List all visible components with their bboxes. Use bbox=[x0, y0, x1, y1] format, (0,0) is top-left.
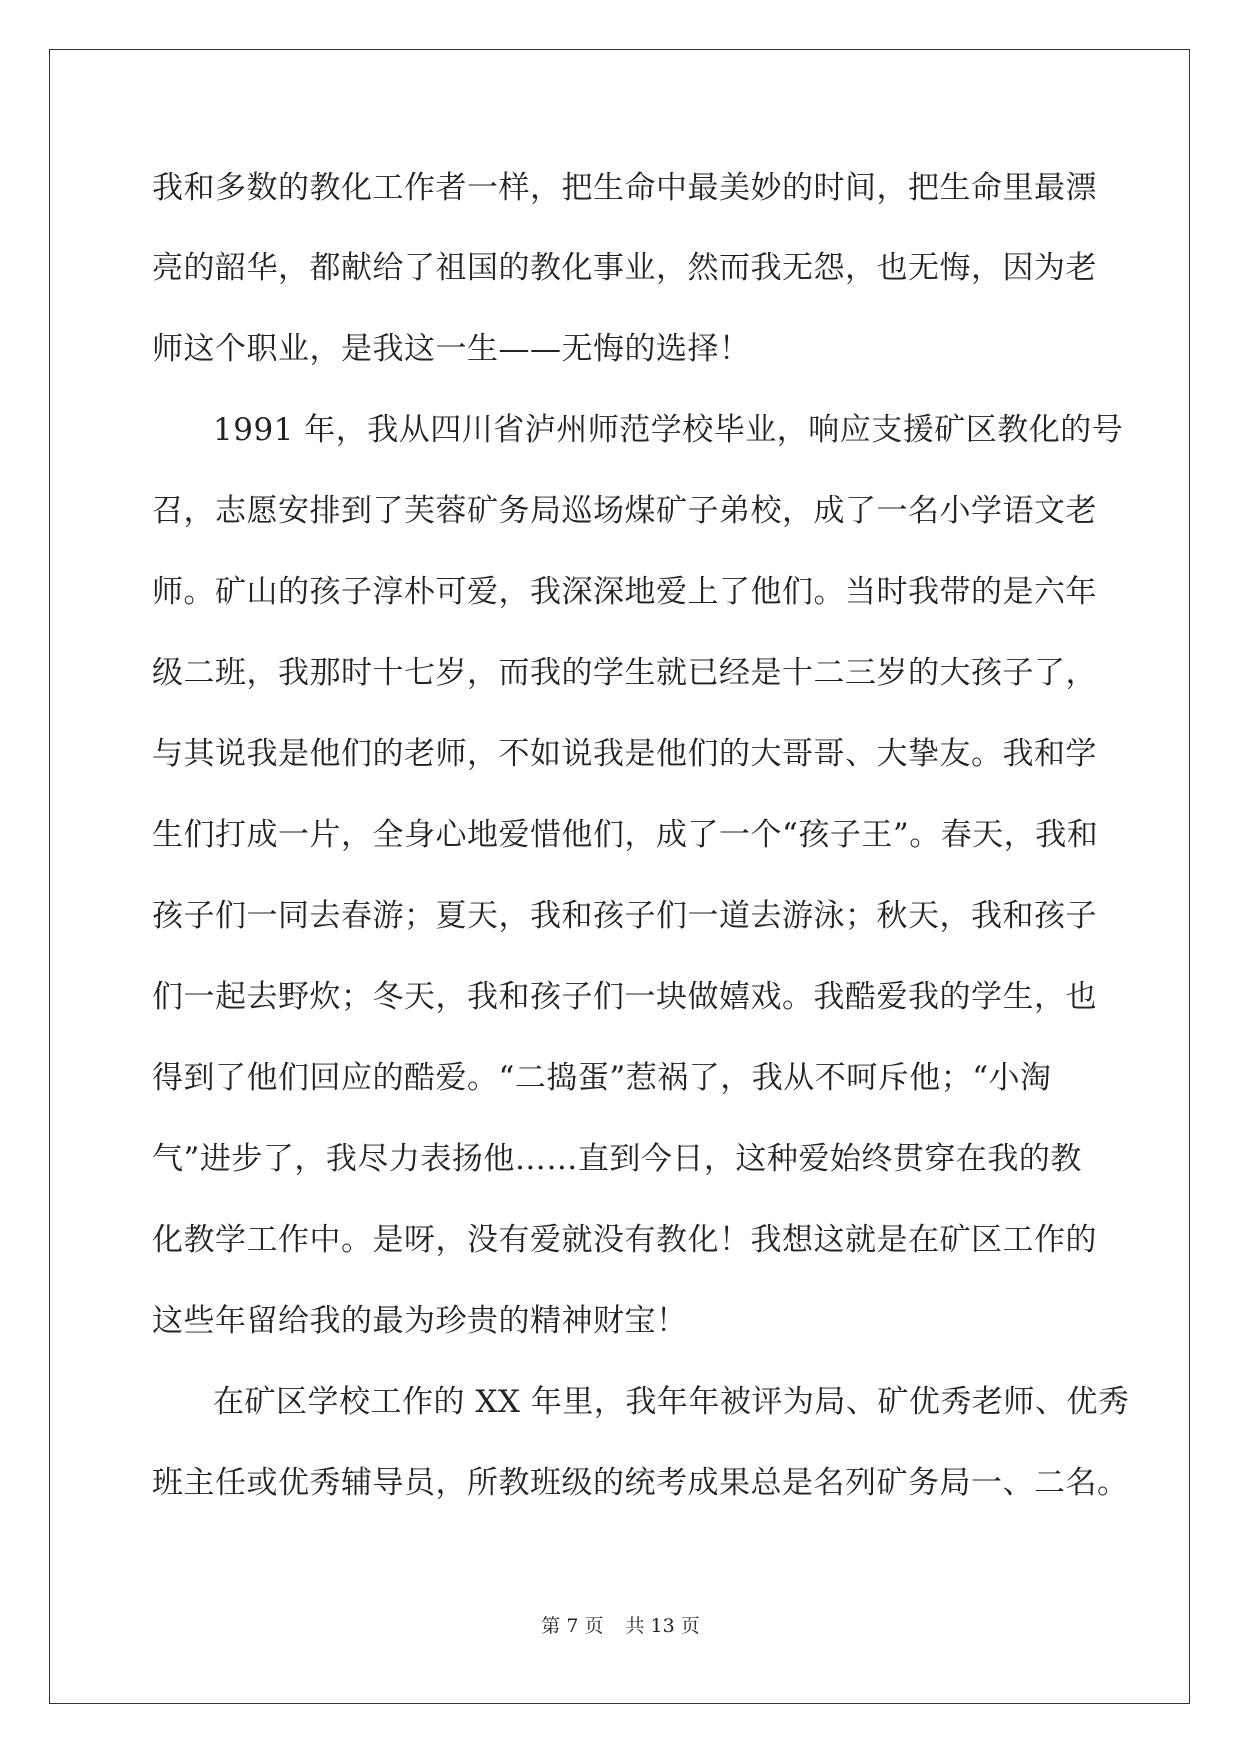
text-line: 气”进步了，我尽力表扬他……直到今日，这种爱始终贯穿在我的教 bbox=[152, 1141, 1082, 1177]
text-line: 孩子们一同去春游；夏天，我和孩子们一道去游泳；秋天，我和孩子 bbox=[152, 898, 1097, 934]
page-number: 第 7 页 bbox=[541, 1615, 604, 1637]
paragraph-first-line: 在矿区学校工作的 XX 年里，我年年被评为局、矿优秀老师、优秀 bbox=[213, 1384, 1130, 1420]
text-line: 这些年留给我的最为珍贵的精神财宝！ bbox=[152, 1303, 688, 1339]
text-line: 化教学工作中。是呀，没有爱就没有教化！我想这就是在矿区工作的 bbox=[152, 1222, 1097, 1258]
text-line: 我和多数的教化工作者一样，把生命中最美妙的时间，把生命里最漂 bbox=[152, 170, 1097, 206]
page-border bbox=[49, 49, 1190, 1704]
text-line: 师这个职业，是我这一生——无悔的选择！ bbox=[152, 331, 751, 367]
page-total: 共 13 页 bbox=[625, 1615, 700, 1637]
text-line: 班主任或优秀辅导员，所教班级的统考成果总是名列矿务局一、二名。 bbox=[152, 1465, 1129, 1501]
text-line: 亮的韶华，都献给了祖国的教化事业，然而我无怨，也无悔，因为老 bbox=[152, 250, 1097, 286]
text-line: 召，志愿安排到了芙蓉矿务局巡场煤矿子弟校，成了一名小学语文老 bbox=[152, 493, 1097, 529]
text-line: 得到了他们回应的酷爱。“二捣蛋”惹祸了，我从不呵斥他；“小淘 bbox=[152, 1060, 1052, 1096]
paragraph-first-line: 1991 年，我从四川省泸州师范学校毕业，响应支援矿区教化的号 bbox=[213, 412, 1124, 448]
page-footer bbox=[0, 1614, 1241, 1638]
text-line: 生们打成一片，全身心地爱惜他们，成了一个“孩子王”。春天，我和 bbox=[152, 817, 1099, 853]
text-line: 与其说我是他们的老师，不如说我是他们的大哥哥、大挚友。我和学 bbox=[152, 736, 1097, 772]
text-line: 师。矿山的孩子淳朴可爱，我深深地爱上了他们。当时我带的是六年 bbox=[152, 574, 1097, 610]
text-line: 们一起去野炊；冬天，我和孩子们一块做嬉戏。我酷爱我的学生，也 bbox=[152, 979, 1097, 1015]
text-line: 级二班，我那时十七岁，而我的学生就已经是十二三岁的大孩子了， bbox=[152, 655, 1097, 691]
